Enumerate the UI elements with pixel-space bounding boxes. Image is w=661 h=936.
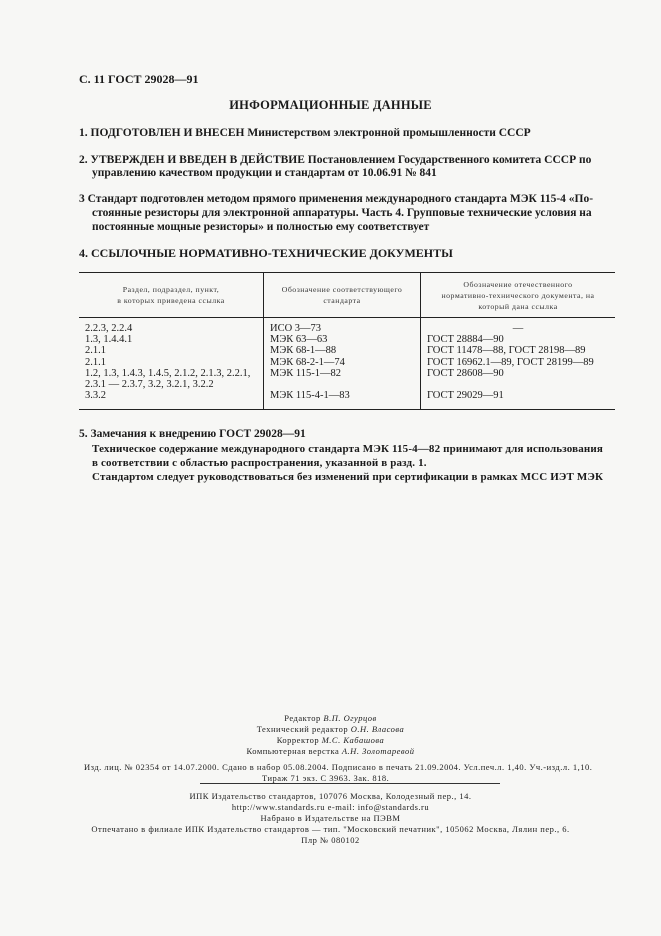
- credit-tech-editor: [0, 724, 661, 734]
- header-line: Раздел, подраздел, пункт,: [122, 285, 220, 294]
- credit-name: О.Н. Власова: [350, 724, 405, 734]
- cell-line: МЭК 115-1—82: [270, 367, 342, 379]
- cell-line: ГОСТ 16962.1—89, ГОСТ 28199—89: [427, 356, 594, 368]
- cell-line: —: [512, 323, 524, 334]
- cell-line: ГОСТ 28608—90: [427, 367, 504, 379]
- table-header-domestic: [421, 273, 616, 318]
- table-header-section: [79, 273, 264, 318]
- table-cell-standards: [264, 318, 421, 410]
- cell-line: МЭК 68-1—88: [270, 345, 337, 357]
- header-line: Обозначение соответствующего: [281, 285, 403, 294]
- cell-line: ГОСТ 11478—88, ГОСТ 28198—89: [427, 345, 586, 357]
- page-title: ИНФОРМАЦИОННЫЕ ДАННЫЕ: [229, 98, 432, 112]
- publisher-line-4: Отпечатано в филиале ИПК Издательство стандартов — тип. "Московский печатник", 105062 Москва, Лялин пер., 6.: [91, 824, 570, 834]
- cell-line: МЭК 63—63: [270, 334, 328, 346]
- cell-line: 3.3.2: [85, 390, 106, 402]
- table-row: [79, 318, 615, 410]
- header-line: Обозначение отечественного: [463, 279, 573, 289]
- credit-name: М.С. Кабашова: [321, 735, 385, 745]
- credit-label: Редактор: [284, 713, 324, 723]
- section-4-heading: ССЫЛОЧНЫЕ НОРМАТИВНО-ТЕХНИЧЕСКИЕ ДОКУМЕНТЫ: [91, 246, 453, 260]
- section-5-line-3: Стандартом следует руководствоваться без изменений при сертификации в рамках МСС ИЭТ МЭК: [92, 471, 604, 483]
- cell-line: ИСО 3—73: [270, 323, 322, 334]
- section-3-line-2: стоянные резисторы для электронной аппаратуры. Часть 4. Групповые технические условия на: [92, 207, 592, 219]
- header-line: стандарта: [323, 296, 361, 305]
- section-3-line-3: постоянные мощные резисторы» и полностью ему соответствует: [92, 221, 430, 233]
- section-3-text: Стандарт подготовлен методом прямого применения международного стандарта МЭК 115-4 «По-: [87, 193, 594, 205]
- cell-line: 1.2, 1.3, 1.4.3, 1.4.5, 2.1.2, 2.1.3, 2.2.1,: [85, 367, 251, 379]
- publisher-line-3: Набрано в Издательстве на ПЭВМ: [260, 813, 401, 823]
- credit-editor: [0, 713, 661, 723]
- imprint-line-1: Изд. лиц. № 02354 от 14.07.2000. Сдано в набор 05.08.2004. Подписано в печать 21.09.2004. Усл.печ.л. 1,40. Уч.-изд.л. 1,10.: [84, 762, 593, 772]
- cell-line: ГОСТ 29029—91: [427, 390, 504, 402]
- cell-line: 2.1.1: [85, 356, 106, 368]
- publisher-line-1: ИПК Издательство стандартов, 107076 Москва, Колодезный пер., 14.: [189, 791, 472, 801]
- page-header: С. 11 ГОСТ 29028—91: [79, 72, 199, 86]
- cell-line: [427, 379, 609, 390]
- table-header-standard: [264, 273, 421, 318]
- section-5-line-1: Техническое содержание международного стандарта МЭК 115-4—82 принимают для использования: [92, 443, 603, 455]
- header-line: нормативно-технического документа, на: [441, 290, 595, 300]
- credit-name: А.Н. Золотаревой: [341, 746, 415, 756]
- section-2-heading: УТВЕРЖДЕН И ВВЕДЕН В ДЕЙСТВИЕ: [90, 154, 305, 166]
- section-3-line-1: [79, 193, 593, 205]
- section-3-number: 3: [79, 193, 88, 205]
- cell-line: [270, 379, 414, 390]
- publisher-line-2: http://www.standards.ru e-mail: info@standards.ru: [231, 802, 430, 812]
- section-5-number: 5.: [79, 428, 91, 440]
- section-1-text: Министерством электронной промышленности СССР: [244, 127, 531, 139]
- cell-line: 2.2.3, 2.2.4: [85, 323, 133, 334]
- section-5-title: [79, 428, 306, 440]
- credit-label: Технический редактор: [256, 724, 351, 734]
- credit-layout: [0, 746, 661, 756]
- section-2-line-2: управлению качеством продукции и стандартам от 10.06.91 № 841: [92, 167, 437, 179]
- cell-line: ГОСТ 28884—90: [427, 334, 504, 346]
- table-header-row: [79, 273, 615, 318]
- section-2-text: Постановлением Государственного комитета СССР по: [304, 154, 592, 166]
- section-2: [79, 153, 591, 167]
- credit-name: В.П. Огурцов: [323, 713, 377, 723]
- references-table: [79, 272, 615, 410]
- section-1-number: 1.: [79, 127, 91, 139]
- credit-label: Корректор: [276, 735, 322, 745]
- header-line: в которых приведена ссылка: [117, 296, 225, 305]
- section-4-number: 4.: [79, 246, 91, 260]
- section-2-number: 2.: [79, 154, 91, 166]
- cell-line: 2.3.1 — 2.3.7, 3.2, 3.2.1, 3.2.2: [85, 379, 214, 391]
- section-1: [79, 126, 531, 140]
- header-line: который дана ссылка: [478, 301, 558, 311]
- cell-line: МЭК 68-2-1—74: [270, 356, 345, 368]
- credit-label: Компьютерная верстка: [246, 746, 342, 756]
- publisher-line-5: Плр № 080102: [301, 835, 360, 845]
- section-1-heading: ПОДГОТОВЛЕН И ВНЕСЕН: [90, 127, 245, 139]
- cell-line: МЭК 115-4-1—83: [270, 390, 350, 402]
- table-cell-sections: [79, 318, 264, 410]
- credit-corrector: [0, 735, 661, 745]
- imprint-line-2: Тираж 71 экз. С 3963. Зак. 818.: [262, 773, 390, 783]
- cell-line: 2.1.1: [85, 345, 106, 357]
- section-4: [79, 246, 453, 260]
- table-cell-domestic: [421, 318, 616, 410]
- section-5-heading: Замечания к внедрению ГОСТ 29028—91: [90, 428, 306, 440]
- divider: [200, 783, 500, 784]
- section-5-line-2: в соответствии с областью распространения, указанной в разд. 1.: [92, 457, 427, 469]
- cell-line: 1.3, 1.4.4.1: [85, 334, 133, 346]
